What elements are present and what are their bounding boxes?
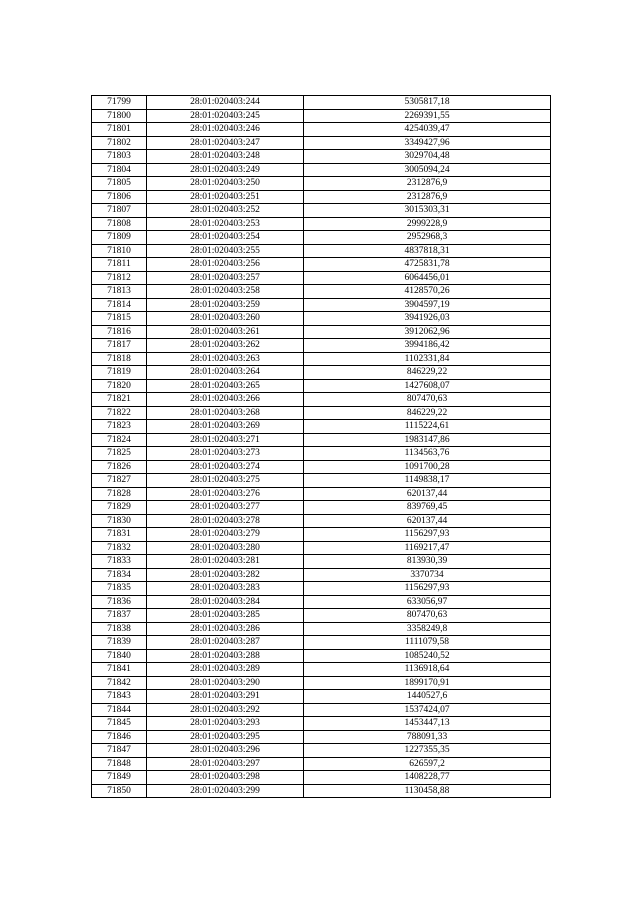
table-row: [92, 298, 551, 312]
cadastral-value-cell: 5305817,18: [304, 96, 551, 110]
cadastral-value-cell: 1169217,47: [304, 541, 551, 555]
cadastral-value-cell: 3370734: [304, 568, 551, 582]
cadastral-value-cell: 846229,22: [304, 406, 551, 420]
row-number-cell: 71833: [92, 555, 147, 569]
cadastral-value-cell: 2999228,9: [304, 217, 551, 231]
cadastral-value-cell: 788091,33: [304, 730, 551, 744]
cadastral-number-cell: 28:01:020403:268: [147, 406, 304, 420]
cadastral-value-cell: 846229,22: [304, 366, 551, 380]
cadastral-number-cell: 28:01:020403:245: [147, 109, 304, 123]
cadastral-number-cell: 28:01:020403:288: [147, 649, 304, 663]
table-row: [92, 676, 551, 690]
row-number-cell: 71848: [92, 757, 147, 771]
row-number-cell: 71829: [92, 501, 147, 515]
cadastral-number-cell: 28:01:020403:278: [147, 514, 304, 528]
cadastral-value-cell: 807470,63: [304, 393, 551, 407]
row-number-cell: 71845: [92, 717, 147, 731]
cadastral-value-cell: 1136918,64: [304, 663, 551, 677]
row-number-cell: 71824: [92, 433, 147, 447]
cadastral-value-cell: 1130458,88: [304, 784, 551, 798]
cadastral-number-cell: 28:01:020403:249: [147, 163, 304, 177]
row-number-cell: 71837: [92, 609, 147, 623]
row-number-cell: 71803: [92, 150, 147, 164]
cadastral-value-cell: 620137,44: [304, 487, 551, 501]
cadastral-number-cell: 28:01:020403:275: [147, 474, 304, 488]
cadastral-value-cell: 1149838,17: [304, 474, 551, 488]
row-number-cell: 71819: [92, 366, 147, 380]
row-number-cell: 71802: [92, 136, 147, 150]
table-row: [92, 244, 551, 258]
cadastral-number-cell: 28:01:020403:244: [147, 96, 304, 110]
cadastral-number-cell: 28:01:020403:296: [147, 744, 304, 758]
table-row: [92, 784, 551, 798]
row-number-cell: 71843: [92, 690, 147, 704]
table-row: [92, 96, 551, 110]
cadastral-value-cell: 813930,39: [304, 555, 551, 569]
cadastral-number-cell: 28:01:020403:277: [147, 501, 304, 515]
cadastral-value-cell: 3941926,03: [304, 312, 551, 326]
table-row: [92, 663, 551, 677]
cadastral-value-cell: 1091700,28: [304, 460, 551, 474]
table-row: [92, 109, 551, 123]
cadastral-value-cell: 2952968,3: [304, 231, 551, 245]
cadastral-number-cell: 28:01:020403:284: [147, 595, 304, 609]
row-number-cell: 71839: [92, 636, 147, 650]
cadastral-value-cell: 1156297,93: [304, 528, 551, 542]
row-number-cell: 71832: [92, 541, 147, 555]
table-row: [92, 217, 551, 231]
row-number-cell: 71834: [92, 568, 147, 582]
cadastral-number-cell: 28:01:020403:258: [147, 285, 304, 299]
cadastral-number-cell: 28:01:020403:298: [147, 771, 304, 785]
cadastral-number-cell: 28:01:020403:287: [147, 636, 304, 650]
table-row: [92, 393, 551, 407]
cadastral-number-cell: 28:01:020403:254: [147, 231, 304, 245]
row-number-cell: 71827: [92, 474, 147, 488]
row-number-cell: 71821: [92, 393, 147, 407]
cadastral-value-cell: 4254039,47: [304, 123, 551, 137]
row-number-cell: 71804: [92, 163, 147, 177]
cadastral-value-cell: 626597,2: [304, 757, 551, 771]
cadastral-number-cell: 28:01:020403:279: [147, 528, 304, 542]
table-row: [92, 406, 551, 420]
cadastral-value-cell: 1111079,58: [304, 636, 551, 650]
cadastral-value-cell: 2312876,9: [304, 177, 551, 191]
cadastral-value-cell: 1134563,76: [304, 447, 551, 461]
cadastral-value-cell: 3994186,42: [304, 339, 551, 353]
row-number-cell: 71806: [92, 190, 147, 204]
cadastral-value-cell: 620137,44: [304, 514, 551, 528]
table-row: [92, 231, 551, 245]
cadastral-number-cell: 28:01:020403:289: [147, 663, 304, 677]
table-row: [92, 420, 551, 434]
table-row: [92, 541, 551, 555]
cadastral-number-cell: 28:01:020403:257: [147, 271, 304, 285]
table-row: [92, 487, 551, 501]
table-row: [92, 312, 551, 326]
cadastral-number-cell: 28:01:020403:246: [147, 123, 304, 137]
table-row: [92, 339, 551, 353]
cadastral-number-cell: 28:01:020403:290: [147, 676, 304, 690]
cadastral-value-cell: 1227355,35: [304, 744, 551, 758]
table-row: [92, 285, 551, 299]
table-row: [92, 460, 551, 474]
row-number-cell: 71808: [92, 217, 147, 231]
cadastral-value-cell: 3358249,8: [304, 622, 551, 636]
row-number-cell: 71815: [92, 312, 147, 326]
cadastral-value-cell: 3029704,48: [304, 150, 551, 164]
table-row: [92, 703, 551, 717]
row-number-cell: 71828: [92, 487, 147, 501]
table-row: [92, 163, 551, 177]
cadastral-value-cell: 807470,63: [304, 609, 551, 623]
cadastral-number-cell: 28:01:020403:276: [147, 487, 304, 501]
cadastral-number-cell: 28:01:020403:283: [147, 582, 304, 596]
cadastral-value-cell: 1537424,07: [304, 703, 551, 717]
table-row: [92, 690, 551, 704]
cadastral-number-cell: 28:01:020403:297: [147, 757, 304, 771]
cadastral-value-cell: 1427608,07: [304, 379, 551, 393]
cadastral-number-cell: 28:01:020403:248: [147, 150, 304, 164]
table-row: [92, 730, 551, 744]
cadastral-value-cell: 2269391,55: [304, 109, 551, 123]
table-row: [92, 177, 551, 191]
cadastral-number-cell: 28:01:020403:265: [147, 379, 304, 393]
table-row: [92, 514, 551, 528]
cadastral-value-cell: 4837818,31: [304, 244, 551, 258]
cadastral-value-cell: 3005094,24: [304, 163, 551, 177]
row-number-cell: 71810: [92, 244, 147, 258]
row-number-cell: 71822: [92, 406, 147, 420]
cadastral-number-cell: 28:01:020403:250: [147, 177, 304, 191]
table-body: [92, 96, 551, 798]
cadastral-number-cell: 28:01:020403:285: [147, 609, 304, 623]
table-row: [92, 528, 551, 542]
cadastral-value-cell: 839769,45: [304, 501, 551, 515]
cadastral-value-cell: 3904597,19: [304, 298, 551, 312]
cadastral-value-cell: 3912062,96: [304, 325, 551, 339]
cadastral-value-cell: 1102331,84: [304, 352, 551, 366]
cadastral-number-cell: 28:01:020403:274: [147, 460, 304, 474]
cadastral-number-cell: 28:01:020403:266: [147, 393, 304, 407]
table-row: [92, 744, 551, 758]
row-number-cell: 71842: [92, 676, 147, 690]
table-row: [92, 204, 551, 218]
table-row: [92, 609, 551, 623]
table-row: [92, 136, 551, 150]
row-number-cell: 71818: [92, 352, 147, 366]
row-number-cell: 71830: [92, 514, 147, 528]
cadastral-number-cell: 28:01:020403:262: [147, 339, 304, 353]
row-number-cell: 71831: [92, 528, 147, 542]
cadastral-number-cell: 28:01:020403:299: [147, 784, 304, 798]
table-row: [92, 123, 551, 137]
row-number-cell: 71838: [92, 622, 147, 636]
cadastral-value-cell: 3015303,31: [304, 204, 551, 218]
row-number-cell: 71826: [92, 460, 147, 474]
row-number-cell: 71849: [92, 771, 147, 785]
table-row: [92, 649, 551, 663]
table-row: [92, 771, 551, 785]
cadastral-number-cell: 28:01:020403:293: [147, 717, 304, 731]
cadastral-number-cell: 28:01:020403:252: [147, 204, 304, 218]
table-row: [92, 582, 551, 596]
row-number-cell: 71812: [92, 271, 147, 285]
cadastral-number-cell: 28:01:020403:255: [147, 244, 304, 258]
table-row: [92, 757, 551, 771]
cadastral-value-cell: 2312876,9: [304, 190, 551, 204]
table-row: [92, 190, 551, 204]
row-number-cell: 71844: [92, 703, 147, 717]
row-number-cell: 71841: [92, 663, 147, 677]
row-number-cell: 71847: [92, 744, 147, 758]
cadastral-number-cell: 28:01:020403:251: [147, 190, 304, 204]
row-number-cell: 71807: [92, 204, 147, 218]
cadastral-value-cell: 1440527,6: [304, 690, 551, 704]
cadastral-number-cell: 28:01:020403:282: [147, 568, 304, 582]
table-row: [92, 568, 551, 582]
table-row: [92, 622, 551, 636]
row-number-cell: 71840: [92, 649, 147, 663]
cadastral-number-cell: 28:01:020403:261: [147, 325, 304, 339]
row-number-cell: 71850: [92, 784, 147, 798]
cadastral-value-cell: 4725831,78: [304, 258, 551, 272]
cadastral-number-cell: 28:01:020403:292: [147, 703, 304, 717]
cadastral-value-cell: 3349427,96: [304, 136, 551, 150]
table-row: [92, 325, 551, 339]
row-number-cell: 71823: [92, 420, 147, 434]
row-number-cell: 71835: [92, 582, 147, 596]
table-row: [92, 501, 551, 515]
cadastral-value-cell: 633056,97: [304, 595, 551, 609]
table-row: [92, 717, 551, 731]
cadastral-value-cell: 1115224,61: [304, 420, 551, 434]
row-number-cell: 71816: [92, 325, 147, 339]
cadastral-number-cell: 28:01:020403:259: [147, 298, 304, 312]
cadastral-number-cell: 28:01:020403:280: [147, 541, 304, 555]
cadastral-number-cell: 28:01:020403:247: [147, 136, 304, 150]
table-row: [92, 271, 551, 285]
cadastral-number-cell: 28:01:020403:260: [147, 312, 304, 326]
table-row: [92, 474, 551, 488]
table-row: [92, 595, 551, 609]
cadastral-number-cell: 28:01:020403:273: [147, 447, 304, 461]
row-number-cell: 71805: [92, 177, 147, 191]
row-number-cell: 71836: [92, 595, 147, 609]
cadastral-number-cell: 28:01:020403:271: [147, 433, 304, 447]
cadastral-number-cell: 28:01:020403:264: [147, 366, 304, 380]
cadastral-number-cell: 28:01:020403:281: [147, 555, 304, 569]
table-row: [92, 379, 551, 393]
row-number-cell: 71809: [92, 231, 147, 245]
row-number-cell: 71825: [92, 447, 147, 461]
cadastral-number-cell: 28:01:020403:295: [147, 730, 304, 744]
cadastral-value-cell: 1156297,93: [304, 582, 551, 596]
row-number-cell: 71811: [92, 258, 147, 272]
row-number-cell: 71799: [92, 96, 147, 110]
row-number-cell: 71800: [92, 109, 147, 123]
cadastral-number-cell: 28:01:020403:256: [147, 258, 304, 272]
row-number-cell: 71813: [92, 285, 147, 299]
table-row: [92, 447, 551, 461]
cadastral-number-cell: 28:01:020403:269: [147, 420, 304, 434]
table-row: [92, 366, 551, 380]
cadastral-number-cell: 28:01:020403:291: [147, 690, 304, 704]
cadastral-value-table: [91, 95, 551, 798]
cadastral-value-cell: 6064456,01: [304, 271, 551, 285]
cadastral-value-cell: 1453447,13: [304, 717, 551, 731]
row-number-cell: 71846: [92, 730, 147, 744]
row-number-cell: 71814: [92, 298, 147, 312]
cadastral-value-cell: 1983147,86: [304, 433, 551, 447]
row-number-cell: 71801: [92, 123, 147, 137]
row-number-cell: 71817: [92, 339, 147, 353]
table-row: [92, 433, 551, 447]
cadastral-value-cell: 4128570,26: [304, 285, 551, 299]
cadastral-value-cell: 1408228,77: [304, 771, 551, 785]
cadastral-number-cell: 28:01:020403:263: [147, 352, 304, 366]
row-number-cell: 71820: [92, 379, 147, 393]
cadastral-value-cell: 1899170,91: [304, 676, 551, 690]
table-row: [92, 258, 551, 272]
table-row: [92, 150, 551, 164]
table-row: [92, 352, 551, 366]
cadastral-number-cell: 28:01:020403:286: [147, 622, 304, 636]
cadastral-number-cell: 28:01:020403:253: [147, 217, 304, 231]
cadastral-value-cell: 1085240,52: [304, 649, 551, 663]
table-row: [92, 555, 551, 569]
table-row: [92, 636, 551, 650]
